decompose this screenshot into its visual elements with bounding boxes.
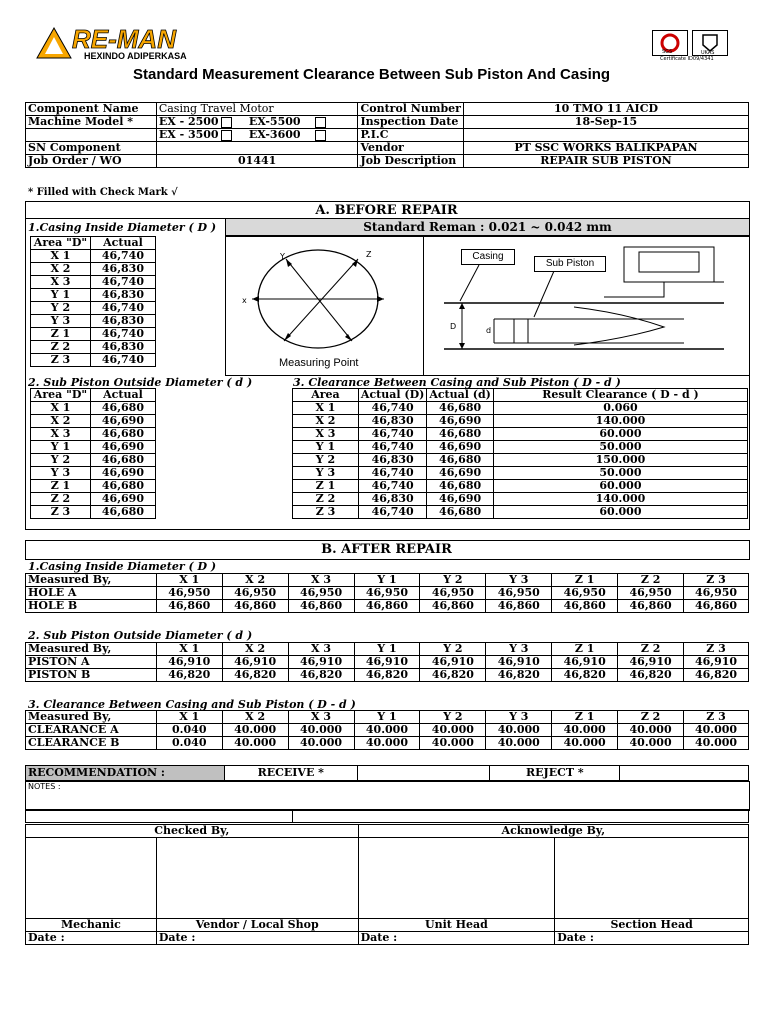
after-col-header: Z 2 — [618, 574, 684, 587]
clearance-cell: 0.060 — [493, 402, 747, 415]
actual-cell: 46,690 — [90, 415, 155, 428]
after-cell: 46,860 — [486, 600, 552, 613]
sgs-logo-icon — [652, 30, 688, 56]
after-cell: 40.000 — [618, 724, 684, 737]
clearance-header: Result Clearance ( D - d ) — [493, 389, 747, 402]
after-col-header: Measured By, — [26, 711, 157, 724]
mechanic-signature[interactable] — [26, 838, 157, 919]
clearance-cell: 46,740 — [358, 506, 426, 519]
actual-cell: 46,830 — [90, 315, 155, 328]
after-cell: CLEARANCE A — [26, 724, 157, 737]
clearance-cell: X 1 — [293, 402, 359, 415]
area-cell: Y 1 — [31, 441, 91, 454]
after-clearance-table — [25, 710, 749, 750]
after-cell: 40.000 — [486, 737, 552, 750]
actual-cell: 46,680 — [90, 454, 155, 467]
clearance-row — [293, 454, 748, 467]
model-checkbox[interactable] — [315, 117, 326, 128]
role-mechanic: Mechanic — [26, 919, 157, 932]
after-cell: 46,950 — [618, 587, 684, 600]
measuring-point-label: Measuring Point — [279, 357, 359, 369]
date-mechanic[interactable]: Date : — [26, 932, 157, 945]
reject-checkbox[interactable] — [620, 766, 749, 781]
svg-text:UKAS: UKAS — [701, 50, 715, 55]
clearance-header: Actual (D) — [358, 389, 426, 402]
inspection-date-label: Inspection Date — [358, 116, 464, 129]
after-cell: 46,950 — [684, 587, 749, 600]
after-cell: 40.000 — [552, 737, 618, 750]
piston-row — [31, 493, 156, 506]
casing-row — [31, 315, 156, 328]
after-cell: 46,860 — [552, 600, 618, 613]
model-checkbox[interactable] — [315, 130, 326, 141]
model-ex2500[interactable]: EX - 2500 — [157, 116, 249, 128]
signature-table — [25, 824, 749, 945]
after-cell: 46,910 — [288, 656, 354, 669]
clearance-cell: 46,740 — [358, 467, 426, 480]
clearance-before-table — [292, 388, 748, 519]
actual-cell: 46,740 — [90, 328, 155, 341]
area-cell: Y 3 — [31, 467, 91, 480]
actual-header: Actual — [90, 389, 155, 402]
after-cell: 46,820 — [354, 669, 420, 682]
casing-row — [31, 263, 156, 276]
unit-head-signature[interactable] — [358, 838, 555, 919]
clearance-cell: 46,740 — [358, 441, 426, 454]
check-mark-note: * Filled with Check Mark √ — [28, 187, 178, 198]
checked-by-label: Checked By, — [26, 825, 359, 838]
after-col-header: Y 2 — [420, 574, 486, 587]
after-col-header: Z 3 — [684, 574, 749, 587]
after-cell: 46,950 — [486, 587, 552, 600]
after-cell: 46,910 — [222, 656, 288, 669]
clearance-row — [293, 467, 748, 480]
casing-callout: Casing — [461, 249, 515, 265]
after-col-header: Z 1 — [552, 643, 618, 656]
ukas-logo-icon — [692, 30, 728, 56]
after-col-header: Measured By, — [26, 643, 157, 656]
after-col-header: Y 1 — [354, 574, 420, 587]
casing-row — [31, 276, 156, 289]
after-cell: HOLE B — [26, 600, 157, 613]
after-col-header: Y 3 — [486, 643, 552, 656]
area-cell: Y 2 — [31, 302, 91, 315]
after-cell: 46,820 — [552, 669, 618, 682]
notes-line-table — [25, 809, 749, 823]
actual-cell: 46,830 — [90, 341, 155, 354]
clearance-header: Area — [293, 389, 359, 402]
piston-row — [31, 506, 156, 519]
actual-cell: 46,680 — [90, 506, 155, 519]
area-cell: Z 1 — [31, 328, 91, 341]
component-name-value: Casing Travel Motor — [156, 103, 358, 116]
piston-row — [31, 441, 156, 454]
clearance-row — [293, 415, 748, 428]
after-col-header: Z 1 — [552, 711, 618, 724]
after-col-header: X 3 — [288, 574, 354, 587]
piston-outside-table — [30, 388, 156, 519]
after-col-header: Z 3 — [684, 643, 749, 656]
after-row — [26, 737, 749, 750]
clearance-cell: 46,740 — [358, 480, 426, 493]
clearance-row — [293, 441, 748, 454]
receive-checkbox[interactable] — [357, 766, 490, 781]
area-cell: Z 2 — [31, 493, 91, 506]
actual-cell: 46,690 — [90, 493, 155, 506]
vendor-signature[interactable] — [156, 838, 358, 919]
casing-inside-table — [30, 236, 156, 367]
vendor-value: PT SSC WORKS BALIKPAPAN — [463, 142, 748, 155]
area-cell: X 1 — [31, 250, 91, 263]
casing-row — [31, 250, 156, 263]
machine-model-options — [156, 116, 358, 129]
after-cell: 46,950 — [222, 587, 288, 600]
y-axis-label: Y — [280, 252, 285, 261]
after-cell: 40.000 — [684, 737, 749, 750]
recommendation-label: RECOMMENDATION : — [26, 766, 225, 781]
after-cell: 46,950 — [354, 587, 420, 600]
model-ex3600[interactable]: EX-3600 — [249, 129, 326, 142]
after-col-header: Z 2 — [618, 711, 684, 724]
after-col-header: X 3 — [288, 643, 354, 656]
after-cell: 46,950 — [288, 587, 354, 600]
area-cell: X 3 — [31, 276, 91, 289]
inspection-date-value: 18-Sep-15 — [463, 116, 748, 129]
clearance-cell: 46,680 — [427, 480, 494, 493]
piston-row — [31, 428, 156, 441]
area-cell: Z 3 — [31, 354, 91, 367]
sn-component-label: SN Component — [26, 142, 157, 155]
notes-box[interactable] — [25, 781, 750, 811]
machine-model-options-2 — [156, 129, 358, 142]
after-col-header: X 3 — [288, 711, 354, 724]
after-cell: 46,910 — [420, 656, 486, 669]
piston-row — [31, 467, 156, 480]
model-checkbox[interactable] — [221, 117, 232, 128]
after-row — [26, 669, 749, 682]
area-cell: Z 1 — [31, 480, 91, 493]
actual-cell: 46,690 — [90, 467, 155, 480]
clearance-cell: 46,690 — [427, 493, 494, 506]
after-cell: 46,910 — [684, 656, 749, 669]
receive-label: RECEIVE * — [224, 766, 357, 781]
casing-row — [31, 354, 156, 367]
clearance-cell: 46,740 — [358, 402, 426, 415]
clearance-header: Actual (d) — [427, 389, 494, 402]
after-col-header: Y 3 — [486, 574, 552, 587]
clearance-cell: 46,680 — [427, 402, 494, 415]
after-row — [26, 587, 749, 600]
area-cell: Z 2 — [31, 341, 91, 354]
date-unit-head[interactable]: Date : — [358, 932, 555, 945]
company-name: HEXINDO ADIPERKASA — [84, 51, 187, 61]
after-col-header: Z 2 — [618, 643, 684, 656]
area-cell: X 3 — [31, 428, 91, 441]
after-cell: 40.000 — [288, 724, 354, 737]
after-cell: 40.000 — [486, 724, 552, 737]
standard-reman: Standard Reman : 0.021 ~ 0.042 mm — [225, 219, 749, 236]
clearance-cell: 60.000 — [493, 428, 747, 441]
area-cell: X 2 — [31, 415, 91, 428]
actual-cell: 46,690 — [90, 441, 155, 454]
reman-logo — [32, 24, 197, 64]
after-cell: 46,820 — [288, 669, 354, 682]
clearance-row — [293, 402, 748, 415]
clearance-cell: X 3 — [293, 428, 359, 441]
after-cell: 46,820 — [156, 669, 222, 682]
control-number-label: Control Number — [358, 103, 464, 116]
after-cell: 0.040 — [156, 737, 222, 750]
after-cell: PISTON B — [26, 669, 157, 682]
clearance-cell: 46,830 — [358, 415, 426, 428]
role-section-head: Section Head — [555, 919, 749, 932]
clearance-cell: Y 2 — [293, 454, 359, 467]
vendor-label: Vendor — [358, 142, 464, 155]
actual-cell: 46,680 — [90, 428, 155, 441]
after-cell: 46,860 — [354, 600, 420, 613]
after-casing-table — [25, 573, 749, 613]
page-title: Standard Measurement Clearance Between Sub Piston And Casing — [133, 66, 611, 83]
piston-row — [31, 480, 156, 493]
reject-label: REJECT * — [490, 766, 620, 781]
sub-piston-callout: Sub Piston — [534, 256, 606, 272]
model-checkbox[interactable] — [221, 130, 232, 141]
clearance-cell: 140.000 — [493, 493, 747, 506]
after-cell: 46,910 — [552, 656, 618, 669]
role-unit-head: Unit Head — [358, 919, 555, 932]
casing-row — [31, 302, 156, 315]
clearance-cell: 46,830 — [358, 493, 426, 506]
clearance-cell: 46,690 — [427, 467, 494, 480]
after-cell: PISTON A — [26, 656, 157, 669]
pic-value[interactable] — [463, 129, 748, 142]
after-col-header: Z 3 — [684, 711, 749, 724]
casing-diameter-title: 1.Casing Inside Diameter ( D ) — [28, 221, 217, 234]
z-axis-label: Z — [366, 250, 372, 259]
area-cell: Y 3 — [31, 315, 91, 328]
clearance-cell: X 2 — [293, 415, 359, 428]
after-col-header: Y 1 — [354, 711, 420, 724]
before-repair-title: A. BEFORE REPAIR — [315, 203, 458, 218]
big-d-label: D — [450, 322, 457, 331]
actual-cell: 46,680 — [90, 480, 155, 493]
measuring-point-diagram — [225, 236, 424, 376]
area-cell: Y 2 — [31, 454, 91, 467]
clearance-cell: Z 3 — [293, 506, 359, 519]
area-header: Area "D" — [31, 237, 91, 250]
cross-section-diagram — [423, 236, 750, 376]
actual-cell: 46,830 — [90, 263, 155, 276]
after-row — [26, 724, 749, 737]
role-vendor: Vendor / Local Shop — [156, 919, 358, 932]
clearance-row — [293, 480, 748, 493]
casing-row — [31, 328, 156, 341]
area-header: Area "D" — [31, 389, 91, 402]
casing-row — [31, 289, 156, 302]
piston-row — [31, 415, 156, 428]
after-cell: 40.000 — [222, 737, 288, 750]
clearance-cell: Y 1 — [293, 441, 359, 454]
x-axis-label: x — [242, 296, 247, 305]
clearance-cell: 150.000 — [493, 454, 747, 467]
actual-cell: 46,830 — [90, 289, 155, 302]
clearance-cell: 46,690 — [427, 441, 494, 454]
after-cell: 46,860 — [618, 600, 684, 613]
actual-cell: 46,740 — [90, 302, 155, 315]
clearance-cell: 46,690 — [427, 415, 494, 428]
piston-row — [31, 454, 156, 467]
recommendation-table — [25, 765, 749, 781]
after-cell: HOLE A — [26, 587, 157, 600]
clearance-row — [293, 493, 748, 506]
after-cell: 0.040 — [156, 724, 222, 737]
after-cell: 40.000 — [354, 737, 420, 750]
clearance-cell: 46,740 — [358, 428, 426, 441]
svg-text:SGS: SGS — [662, 49, 673, 55]
after-cell: 40.000 — [354, 724, 420, 737]
piston-diameter-title: 2. Sub Piston Outside Diameter ( d ) — [28, 376, 253, 389]
svg-text:RE-MAN: RE-MAN — [72, 24, 176, 54]
circle-diagram — [226, 237, 423, 375]
after-cell: 46,860 — [684, 600, 749, 613]
after-col-header: X 1 — [156, 643, 222, 656]
after-cell: 46,910 — [618, 656, 684, 669]
after-cell: 46,820 — [684, 669, 749, 682]
after-cell: 46,910 — [156, 656, 222, 669]
clearance-cell: 50.000 — [493, 441, 747, 454]
after-cell: 46,820 — [420, 669, 486, 682]
certification-logos — [652, 30, 732, 64]
job-order-label: Job Order / WO — [26, 155, 157, 168]
area-cell: X 1 — [31, 402, 91, 415]
after-row — [26, 656, 749, 669]
after-cell: 40.000 — [420, 737, 486, 750]
after-col-header: X 2 — [222, 643, 288, 656]
after-col-header: X 1 — [156, 711, 222, 724]
after-cell: 46,860 — [288, 600, 354, 613]
control-number-value: 10 TMO 11 AICD — [463, 103, 748, 116]
clearance-cell: 46,680 — [427, 454, 494, 467]
after-cell: 46,910 — [486, 656, 552, 669]
info-table — [25, 102, 749, 168]
after-col-header: Z 1 — [552, 574, 618, 587]
piston-row — [31, 402, 156, 415]
after-cell: 40.000 — [420, 724, 486, 737]
casing-row — [31, 341, 156, 354]
after-clearance-title: 3. Clearance Between Casing and Sub Piston ( D - d ) — [28, 698, 356, 711]
after-cell: 40.000 — [552, 724, 618, 737]
after-col-header: Y 1 — [354, 643, 420, 656]
after-cell: 46,820 — [486, 669, 552, 682]
after-repair-title: B. AFTER REPAIR — [321, 542, 452, 557]
clearance-cell: 50.000 — [493, 467, 747, 480]
clearance-row — [293, 506, 748, 519]
clearance-cell: 60.000 — [493, 506, 747, 519]
date-section-head[interactable]: Date : — [555, 932, 749, 945]
actual-cell: 46,680 — [90, 402, 155, 415]
after-piston-title: 2. Sub Piston Outside Diameter ( d ) — [28, 629, 253, 642]
after-col-header: X 1 — [156, 574, 222, 587]
after-cell: 40.000 — [618, 737, 684, 750]
after-cell: 46,820 — [618, 669, 684, 682]
pic-label: P.I.C — [358, 129, 464, 142]
clearance-cell: 46,680 — [427, 506, 494, 519]
after-cell: 46,860 — [222, 600, 288, 613]
actual-cell: 46,740 — [90, 354, 155, 367]
area-cell: Z 3 — [31, 506, 91, 519]
area-cell: Y 1 — [31, 289, 91, 302]
after-col-header: Y 2 — [420, 711, 486, 724]
notes-label: NOTES : — [28, 782, 61, 791]
job-description-label: Job Description — [358, 155, 464, 168]
actual-header: Actual — [90, 237, 155, 250]
after-cell: CLEARANCE B — [26, 737, 157, 750]
clearance-cell: Z 2 — [293, 493, 359, 506]
model-ex3500[interactable]: EX - 3500 — [157, 129, 249, 141]
clearance-title: 3. Clearance Between Casing and Sub Piston ( D - d ) — [293, 376, 621, 389]
clearance-row — [293, 428, 748, 441]
job-order-value: 01441 — [156, 155, 358, 168]
after-cell: 46,860 — [156, 600, 222, 613]
after-cell: 46,910 — [354, 656, 420, 669]
after-cell: 40.000 — [684, 724, 749, 737]
machine-model-label: Machine Model * — [26, 116, 157, 129]
date-vendor[interactable]: Date : — [156, 932, 358, 945]
after-col-header: X 2 — [222, 711, 288, 724]
small-d-label: d — [486, 326, 492, 335]
after-col-header: Measured By, — [26, 574, 157, 587]
after-col-header: Y 2 — [420, 643, 486, 656]
acknowledge-by-label: Acknowledge By, — [358, 825, 748, 838]
after-cell: 46,950 — [156, 587, 222, 600]
certificate-id: Certificate ID09/4341 — [660, 56, 714, 62]
after-cell: 46,820 — [222, 669, 288, 682]
after-col-header: Y 3 — [486, 711, 552, 724]
clearance-cell: Z 1 — [293, 480, 359, 493]
component-name-label: Component Name — [26, 103, 157, 116]
after-cell: 46,950 — [552, 587, 618, 600]
area-cell: X 2 — [31, 263, 91, 276]
section-head-signature[interactable] — [555, 838, 749, 919]
job-description-value: REPAIR SUB PISTON — [463, 155, 748, 168]
clearance-cell: 140.000 — [493, 415, 747, 428]
clearance-cell: Y 3 — [293, 467, 359, 480]
after-row — [26, 600, 749, 613]
after-cell: 46,860 — [420, 600, 486, 613]
model-ex5500[interactable]: EX-5500 — [249, 116, 326, 129]
actual-cell: 46,740 — [90, 250, 155, 263]
after-casing-title: 1.Casing Inside Diameter ( D ) — [28, 560, 217, 573]
after-cell: 40.000 — [288, 737, 354, 750]
after-cell: 46,950 — [420, 587, 486, 600]
clearance-cell: 46,830 — [358, 454, 426, 467]
clearance-cell: 60.000 — [493, 480, 747, 493]
after-piston-table — [25, 642, 749, 682]
after-col-header: X 2 — [222, 574, 288, 587]
after-cell: 40.000 — [222, 724, 288, 737]
actual-cell: 46,740 — [90, 276, 155, 289]
clearance-cell: 46,680 — [427, 428, 494, 441]
